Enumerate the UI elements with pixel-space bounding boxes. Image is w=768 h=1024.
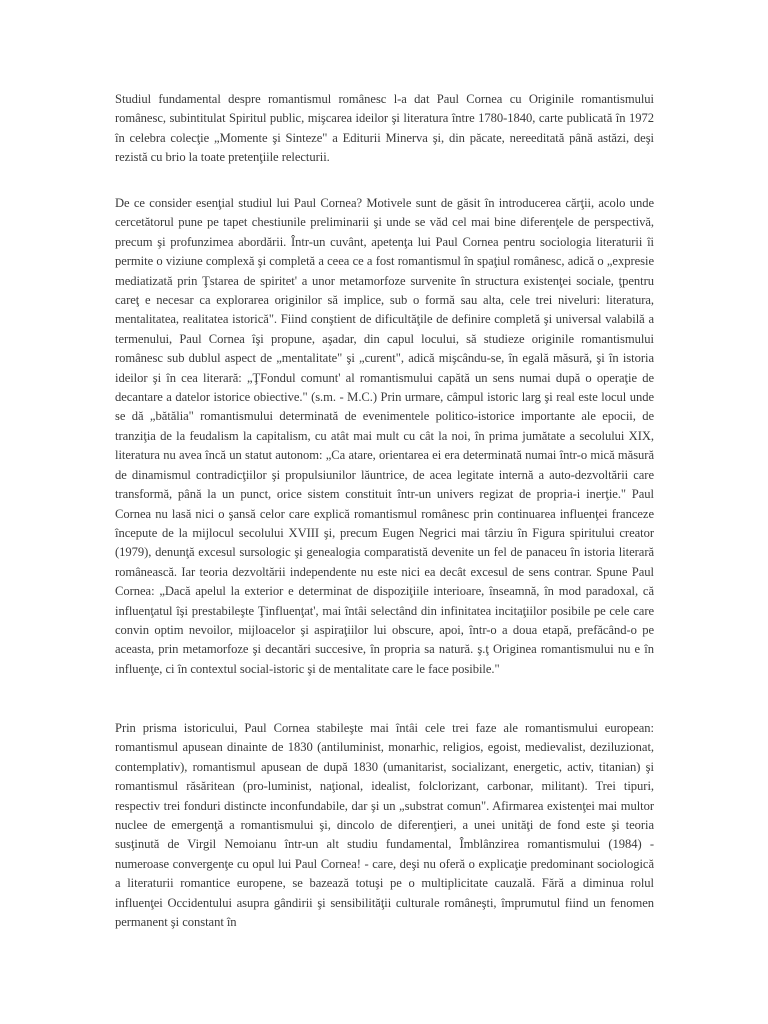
paragraph-text: De ce consider esenţial studiul lui Paul Cornea? Motivele sunt de găsit în introducerea cărţii, acolo unde cercetătorul pune pe tapet chestiunile preliminarii şi unde se văd cel mai bine diferenţele de perspectivă, precum şi profunzimea abordării. Într-un cuvânt, apetenţa lui Paul Cornea pentru sociologia literaturii îi permite o viziune complexă şi completă a ceea ce a fost romantismul în spaţiul românesc, adică o „expresie mediatizată prin Ţstarea de spiritet' a unor metamorfoze survenite în structura existenţei sociale, ţpentru careţ e necesar ca explorarea originilor să implice, sub o formă sau alta, cele trei niveluri: literatura, mentalitatea, realitatea istorică". Fiind conştient de dificultăţile de definire completă şi universal valabilă a termenului, Paul Cornea îşi propune, aşadar, din capul locului, să studieze originile romantismului românesc sub dublul aspect de „mentalitate" şi „curent", adică mişcându-se, în egală măsură, şi în istoria ideilor şi în cea literară: „ŢFondul comunt' al romantismului capătă un sens numai după o operaţie de decantare a datelor istorice obiective." (s.m. - M.C.) Prin urmare, câmpul istoric larg şi real este locul unde se dă „bătălia" romantismului determinată de evenimentele politico-istorice importante ale epocii, de tranziţia de la feudalism la capitalism, cu atât mai mult cu cât la noi, în prima jumătate a secolului XIX, literatura nu avea încă un statut autonom: „Ca atare, orientarea ei era determinată numai într-o mică măsură de dinamismul contradicţiilor şi propulsiunilor lăuntrice, de acea legitate internă a auto-dezvoltării care transformă, până la un punct, orice sistem constituit într-un univers regizat de propria-i inerţie." Paul Cornea nu lasă nici o şansă celor care explică romantismul românesc prin continuarea influenţei franceze începute de la mijlocul secolului XVIII şi, precum Eugen Negrici mai târziu în Figura spiritului creator (1979), denunţă excesul sursologic şi genealogia comparatistă devenite un fel de panaceu în istoria literară românească. Iar teoria dezvoltării independente nu este nici ea decât excesul de sens contrar. Spune Paul Cornea: „Dacă apelul la exterior e determinat de dispoziţiile interioare, înseamnă, în mod paradoxal, că influenţatul îşi prestabileşte Ţinfluenţat', mai întâi selectând din infinitatea incitaţiilor posibile pe cele care convin optim nevoilor, mijloacelor şi aspiraţiilor lui obscure, apoi, într-o a doua etapă, prefăcând-o pe aceasta, prin metamorfoze şi decantări succesive, în propria sa natură. ş.ţ Originea romantismului nu e în influenţe, ci în contextul social-istoric şi de mentalitate care le face posibile." [115,196,654,676]
paragraph-text: Prin prisma istoricului, Paul Cornea stabileşte mai întâi cele trei faze ale romantismului european: romantismul apusean dinainte de 1830 (antiluminist, monarhic, religios, egoist, medievalist, deziluzionat, contemplativ), romantismul apusean de după 1830 (umanitarist, socializant, energetic, activ, titanian) şi romantismul răsăritean (pro-luminist, naţional, idealist, folclorizant, carbonar, militant). Trei tipuri, respectiv trei fonduri distincte inconfundabile, dar şi un „substrat comun". Afirmarea existenţei mai multor nuclee de emergenţă a romantismului şi, dincolo de diferenţieri, a unei unităţi de fond este şi teoria susţinută de Virgil Nemoianu într-un alt studiu fundamental, Îmblânzirea romantismului (1984) - numeroase convergenţe cu opul lui Paul Cornea! - care, deşi nu oferă o explicaţie predominant sociologică a literaturii romantice europene, se bazează totuşi pe o multiplicitate cauzală. Fără a diminua rolul influenţei Occidentului asupra gândirii şi sensibilităţii culturale româneşti, împrumutul fiind un fenomen permanent şi constant în [115,721,654,930]
paragraph-phases [115,719,654,932]
paragraph-text: Studiul fundamental despre romantismul românesc l-a dat Paul Cornea cu Originile romantismului românesc, subintitulat Spiritul public, mişcarea ideilor şi literatura între 1780-1840, carte publicată în 1972 în celebra colecţie „Momente şi Sinteze" a Editurii Minerva şi, din păcate, nereeditată până astăzi, deşi rezistă cu brio la toate pretenţiile relecturii. [115,92,654,165]
paragraph-intro [115,90,654,168]
paragraph-main [115,194,654,679]
